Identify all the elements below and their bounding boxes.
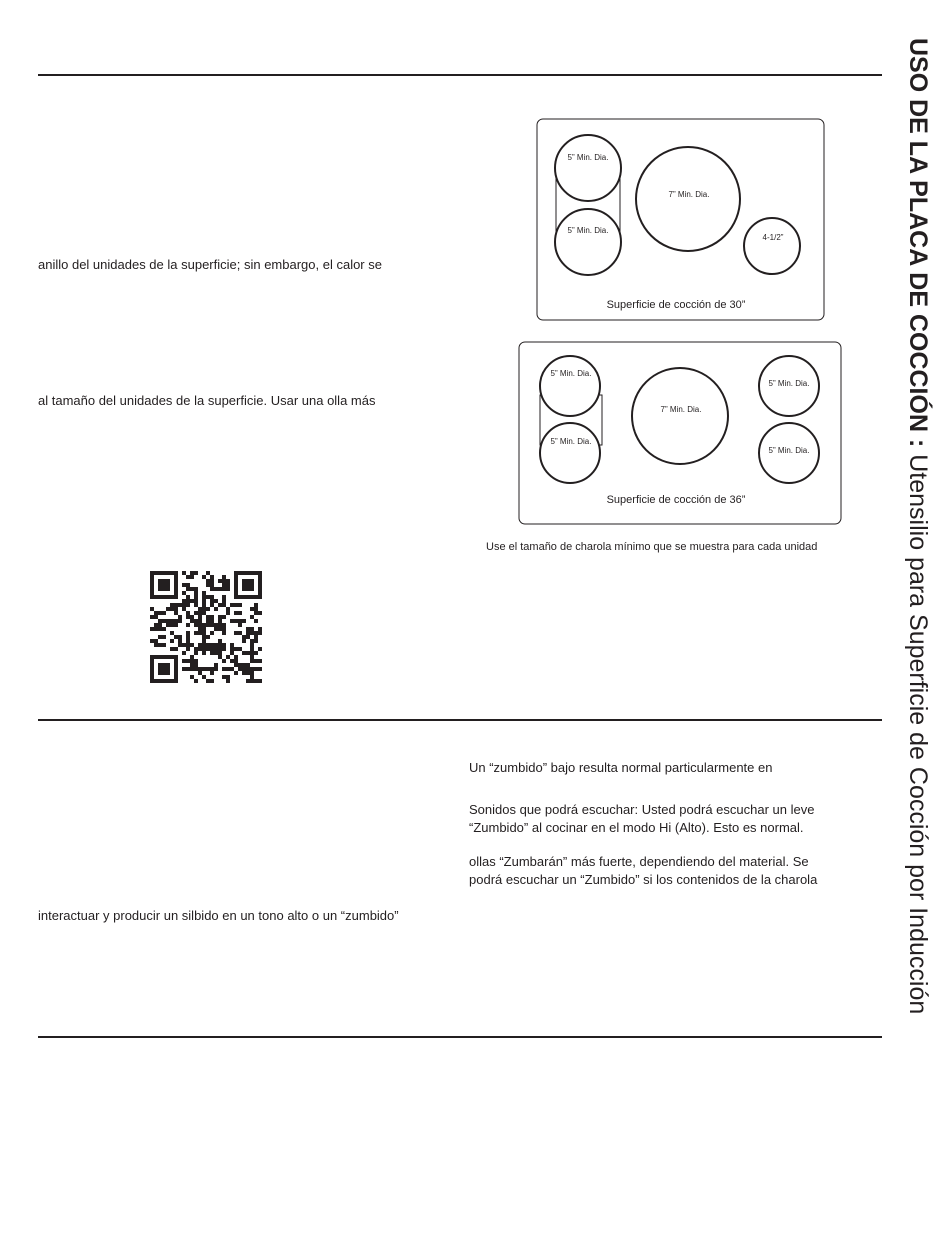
- burner-label: 5” Min. Dia.: [768, 379, 810, 388]
- right-text-p2-line2: “Zumbido” al cocinar en el modo Hi (Alto). Esto es normal.: [469, 820, 804, 835]
- side-title: [894, 38, 942, 1203]
- diagram-caption: Superficie de cocción de 30”: [606, 299, 746, 311]
- bottom-rule: [38, 1036, 882, 1038]
- side-title-regular: Utensilio para Superficie de Cocción por Inducción: [904, 454, 932, 1015]
- left-text-line-1: anillo del unidades de la superficie; sin embargo, el calor se: [38, 257, 382, 272]
- cooktop-36-diagram: [518, 341, 844, 527]
- left-text-line-3: interactuar y producir un silbido en un tono alto o un “zumbido”: [38, 908, 399, 923]
- burner-label: 7” Min. Dia.: [660, 405, 702, 414]
- burner-4-5in: [744, 218, 800, 274]
- cooktop-30-diagram: [536, 118, 826, 322]
- burner-5in-top: [555, 135, 621, 201]
- diagram-caption: Superficie de cocción de 36”: [606, 494, 746, 506]
- right-text-p3-line1: ollas “Zumbarán” más fuerte, dependiendo del material. Se: [469, 854, 809, 869]
- qr-code: [150, 571, 262, 683]
- pan-size-caption: Use el tamaño de charola mínimo que se muestra para cada unidad: [486, 541, 818, 553]
- burner-label: 5” Min. Dia.: [550, 437, 592, 446]
- burner-5in-bottom: [555, 209, 621, 275]
- burner-7in: [636, 147, 740, 251]
- top-rule: [38, 74, 882, 76]
- burner-7in: [632, 368, 728, 464]
- burner-label: 7” Min. Dia.: [668, 190, 710, 199]
- burner-label: 5” Min. Dia.: [550, 369, 592, 378]
- burner-label: 5” Min. Dia.: [768, 446, 810, 455]
- burner-5in-left-top: [540, 356, 600, 416]
- right-text-p2-line1: Sonidos que podrá escuchar: Usted podrá escuchar un leve: [469, 802, 815, 817]
- right-text-p3-line2: podrá escuchar un “Zumbido” si los contenidos de la charola: [469, 872, 818, 887]
- burner-label: 5” Min. Dia.: [567, 226, 609, 235]
- burner-label: 5” Min. Dia.: [567, 153, 609, 162]
- middle-rule: [38, 719, 882, 721]
- burner-label: 4-1/2”: [762, 233, 784, 242]
- burner-5in-left-bottom: [540, 423, 600, 483]
- right-text-p1: Un “zumbido” bajo resulta normal particularmente en: [469, 760, 773, 775]
- side-title-bold: USO DE LA PLACA DE COCCIÓN :: [904, 38, 932, 448]
- left-text-line-2: al tamaño del unidades de la superficie. Usar una olla más: [38, 393, 376, 408]
